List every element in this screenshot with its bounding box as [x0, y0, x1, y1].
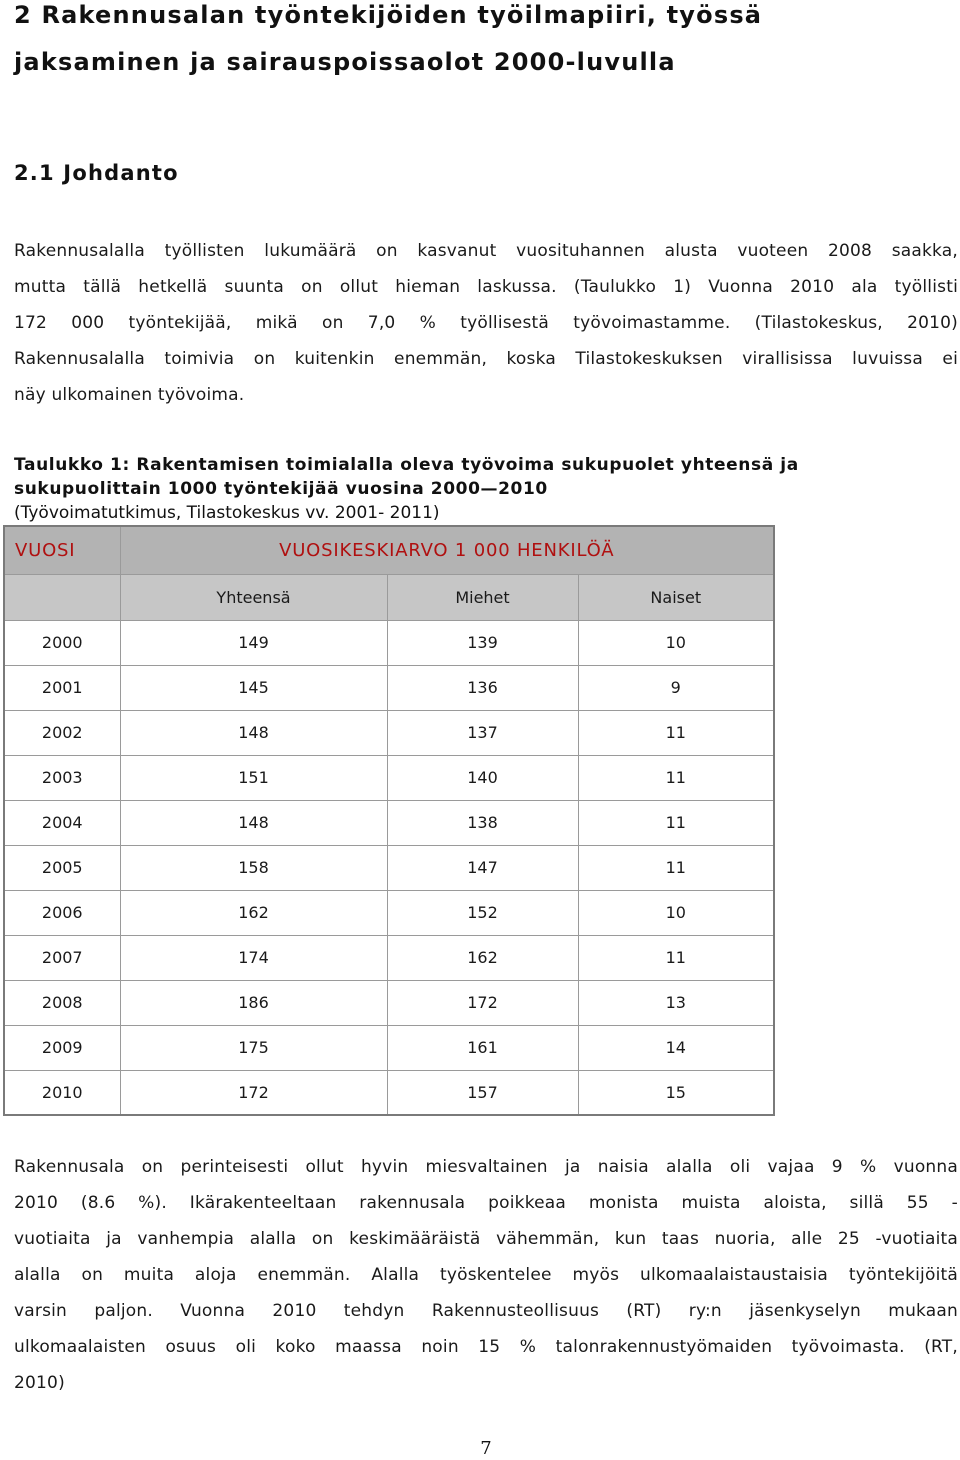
- cell-women: 9: [578, 665, 774, 710]
- subheader-men: Miehet: [387, 574, 578, 620]
- table-header-row: [4, 526, 774, 574]
- cell-year: 2001: [4, 665, 120, 710]
- page-number: 7: [480, 1438, 492, 1459]
- paragraph-line: 2010 (8.6 %). Ikärakenteeltaan rakennusala poikkeaa monista muista aloista, sillä 55 -: [14, 1193, 958, 1213]
- paragraph-line: varsin paljon. Vuonna 2010 tehdyn Rakennusteollisuus (RT) ry:n jäsenkyselyn mukaan: [14, 1301, 958, 1321]
- caption-source: (Työvoimatutkimus, Tilastokeskus vv. 2001- 2011): [14, 503, 440, 523]
- table-caption: [14, 453, 958, 525]
- cell-year: 2004: [4, 800, 120, 845]
- paragraph-line: Rakennusala on perinteisesti ollut hyvin miesvaltainen ja naisia alalla oli vajaa 9 % vuonna: [14, 1157, 958, 1177]
- workforce-table: [3, 525, 775, 1116]
- table-row: [4, 1070, 774, 1115]
- caption-line-1: Taulukko 1: Rakentamisen toimialalla oleva työvoima sukupuolet yhteensä ja: [14, 455, 799, 475]
- section-title: 2.1 Johdanto: [14, 161, 179, 185]
- paragraph-line: 172 000 työntekijää, mikä on 7,0 % työllisestä työvoimastamme. (Tilastokeskus, 2010): [14, 313, 958, 333]
- table-row: [4, 935, 774, 980]
- table-row: [4, 980, 774, 1025]
- table-row: [4, 710, 774, 755]
- gender-age-paragraph: [14, 1149, 958, 1401]
- paragraph-line: vuotiaita ja vanhempia alalla on keskimääräistä vähemmän, kun taas nuoria, alle 25 -vuotiaita: [14, 1229, 958, 1249]
- intro-paragraph: [14, 233, 958, 413]
- cell-year: 2002: [4, 710, 120, 755]
- table-subheader-row: [4, 574, 774, 620]
- cell-women: 11: [578, 800, 774, 845]
- table-row: [4, 800, 774, 845]
- cell-year: 2006: [4, 890, 120, 935]
- subheader-total: Yhteensä: [120, 574, 387, 620]
- cell-total: 145: [120, 665, 387, 710]
- cell-men: 137: [387, 710, 578, 755]
- table-row: [4, 620, 774, 665]
- header-year: VUOSI: [4, 526, 120, 574]
- paragraph-line: mutta tällä hetkellä suunta on ollut hieman laskussa. (Taulukko 1) Vuonna 2010 ala työllisti: [14, 277, 958, 297]
- paragraph-line: 2010): [14, 1373, 65, 1393]
- cell-total: 151: [120, 755, 387, 800]
- cell-women: 11: [578, 710, 774, 755]
- subheader-women: Naiset: [578, 574, 774, 620]
- cell-year: 2007: [4, 935, 120, 980]
- paragraph-line: alalla on muita aloja enemmän. Alalla työskentelee myös ulkomaalaistaustaisia työntekijöitä: [14, 1265, 958, 1285]
- cell-total: 186: [120, 980, 387, 1025]
- cell-women: 10: [578, 890, 774, 935]
- cell-men: 147: [387, 845, 578, 890]
- cell-women: 11: [578, 845, 774, 890]
- header-annual-average: VUOSIKESKIARVO 1 000 HENKILÖÄ: [120, 526, 774, 574]
- paragraph-line: Rakennusalalla työllisten lukumäärä on kasvanut vuosituhannen alusta vuoteen 2008 saakka,: [14, 241, 958, 261]
- cell-total: 148: [120, 710, 387, 755]
- table-row: [4, 755, 774, 800]
- cell-year: 2010: [4, 1070, 120, 1115]
- cell-total: 174: [120, 935, 387, 980]
- paragraph-line: Rakennusalalla toimivia on kuitenkin enemmän, koska Tilastokeskuksen virallisissa luvuissa ei: [14, 349, 958, 369]
- cell-total: 149: [120, 620, 387, 665]
- paragraph-line: näy ulkomainen työvoima.: [14, 385, 245, 405]
- table-row: [4, 890, 774, 935]
- cell-total: 172: [120, 1070, 387, 1115]
- cell-men: 140: [387, 755, 578, 800]
- subheader-blank: [4, 574, 120, 620]
- cell-year: 2009: [4, 1025, 120, 1070]
- cell-men: 162: [387, 935, 578, 980]
- cell-year: 2000: [4, 620, 120, 665]
- table-row: [4, 1025, 774, 1070]
- cell-women: 14: [578, 1025, 774, 1070]
- paragraph-line: ulkomaalaisten osuus oli koko maassa noin 15 % talonrakennustyömaiden työvoimasta. (RT,: [14, 1337, 958, 1357]
- cell-men: 139: [387, 620, 578, 665]
- cell-men: 161: [387, 1025, 578, 1070]
- cell-year: 2008: [4, 980, 120, 1025]
- cell-women: 10: [578, 620, 774, 665]
- cell-total: 148: [120, 800, 387, 845]
- cell-men: 152: [387, 890, 578, 935]
- caption-line-2: sukupuolittain 1000 työntekijää vuosina 2000—2010: [14, 479, 548, 499]
- cell-men: 138: [387, 800, 578, 845]
- chapter-title-line-2: jaksaminen ja sairauspoissaolot 2000-luvulla: [14, 48, 676, 76]
- cell-year: 2005: [4, 845, 120, 890]
- cell-total: 158: [120, 845, 387, 890]
- cell-men: 172: [387, 980, 578, 1025]
- table-row: [4, 665, 774, 710]
- cell-women: 15: [578, 1070, 774, 1115]
- cell-men: 157: [387, 1070, 578, 1115]
- table-row: [4, 845, 774, 890]
- workforce-table-container: [3, 525, 773, 1116]
- cell-men: 136: [387, 665, 578, 710]
- cell-women: 11: [578, 935, 774, 980]
- cell-women: 13: [578, 980, 774, 1025]
- cell-total: 175: [120, 1025, 387, 1070]
- cell-total: 162: [120, 890, 387, 935]
- cell-year: 2003: [4, 755, 120, 800]
- cell-women: 11: [578, 755, 774, 800]
- chapter-title-line-1: 2 Rakennusalan työntekijöiden työilmapiiri, työssä: [14, 1, 763, 29]
